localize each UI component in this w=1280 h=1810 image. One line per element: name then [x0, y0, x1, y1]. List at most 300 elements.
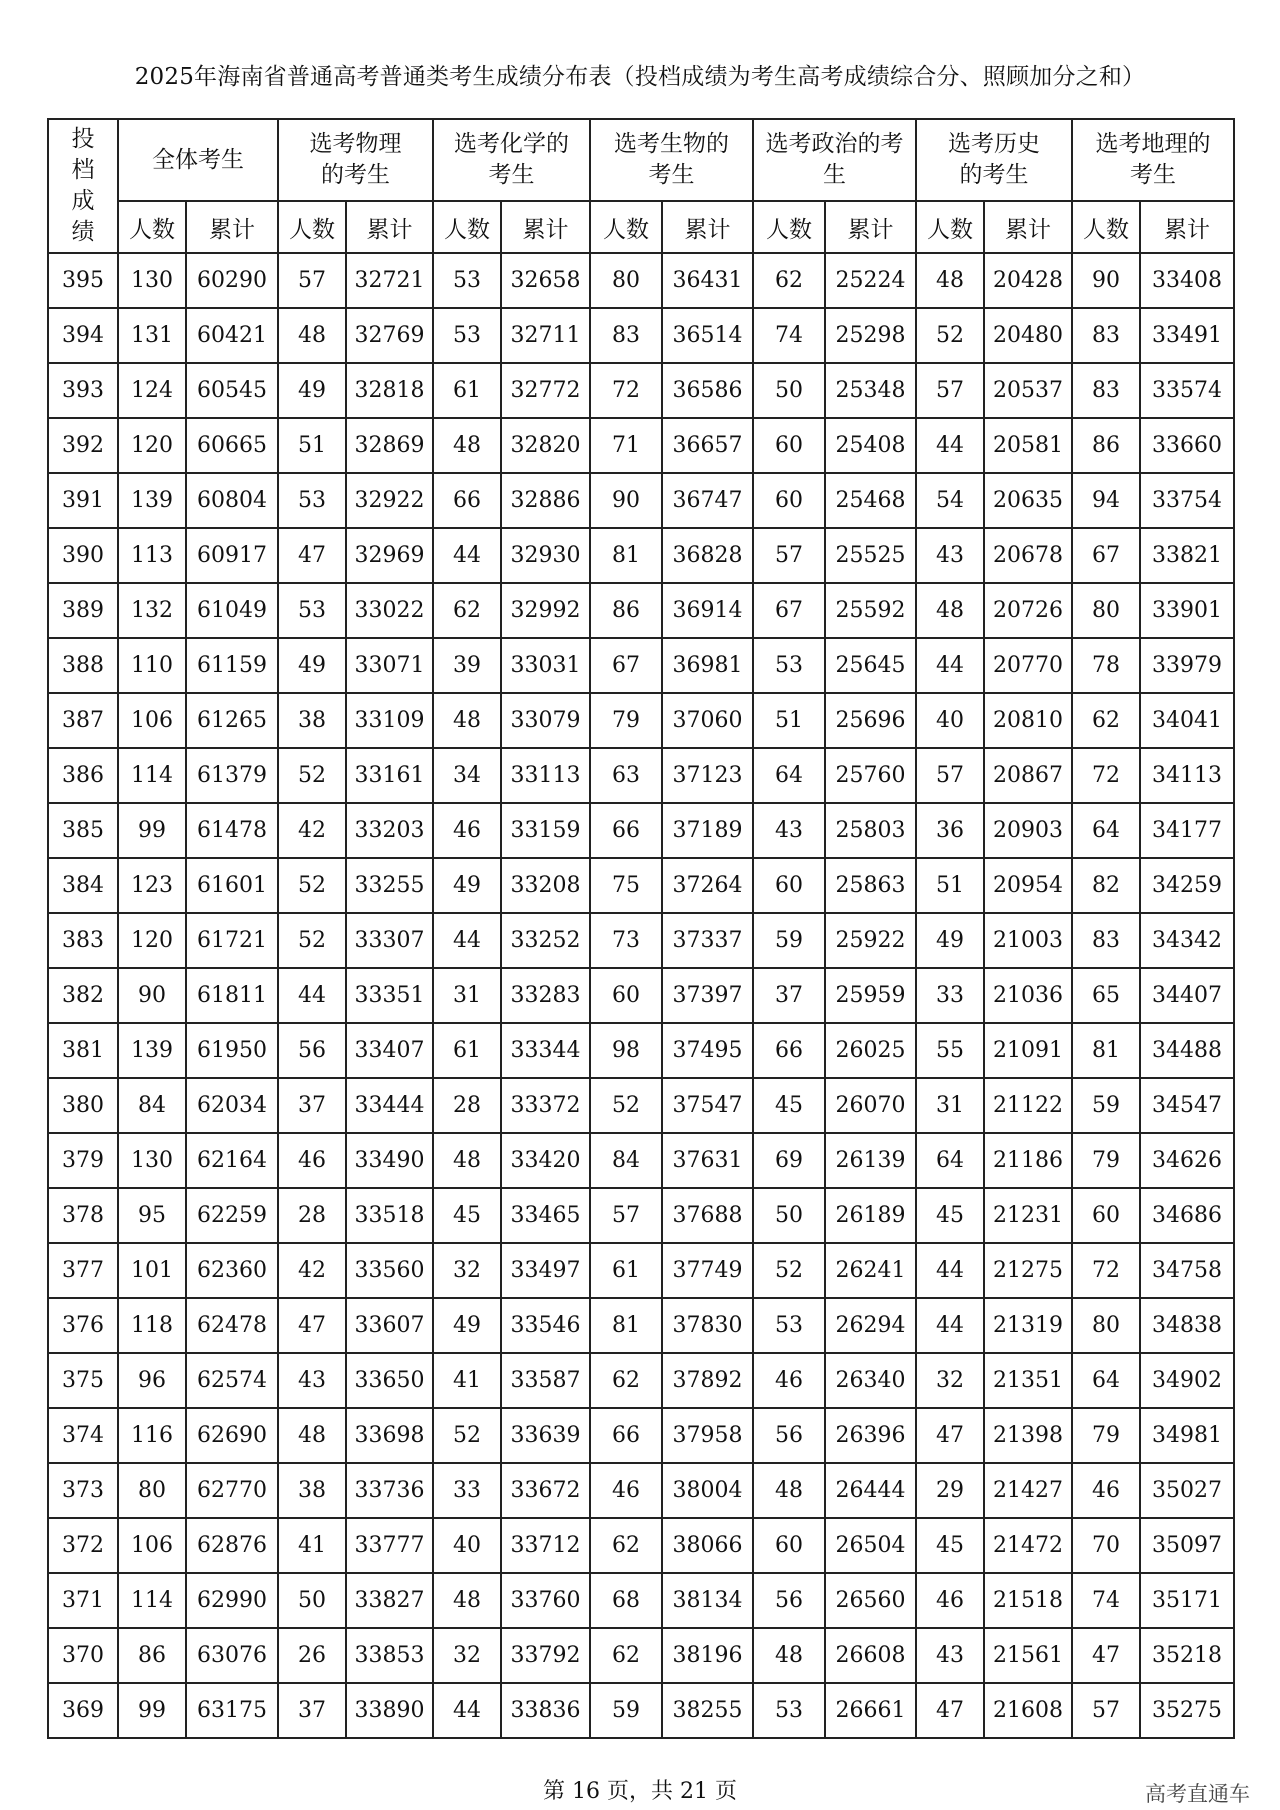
- count-cell: 75: [590, 858, 662, 913]
- count-cell: 53: [753, 1298, 825, 1353]
- table-row: [48, 1298, 1234, 1353]
- count-cell: 57: [916, 748, 984, 803]
- count-cell: 38: [278, 1463, 346, 1518]
- cumulative-cell: 36431: [662, 253, 753, 308]
- count-cell: 44: [916, 418, 984, 473]
- count-cell: 64: [1072, 1353, 1140, 1408]
- count-cell: 47: [916, 1408, 984, 1463]
- cumulative-cell: 33979: [1140, 638, 1234, 693]
- cumulative-cell: 34041: [1140, 693, 1234, 748]
- count-cell: 84: [118, 1078, 186, 1133]
- cumulative-cell: 25224: [825, 253, 916, 308]
- count-cell: 46: [916, 1573, 984, 1628]
- count-cell: 62: [590, 1518, 662, 1573]
- cumulative-cell: 33407: [346, 1023, 433, 1078]
- table-row: [48, 803, 1234, 858]
- count-cell: 44: [433, 913, 501, 968]
- count-cell: 46: [753, 1353, 825, 1408]
- table-row: [48, 1463, 1234, 1518]
- cumulative-cell: 35171: [1140, 1573, 1234, 1628]
- count-cell: 80: [1072, 583, 1140, 638]
- count-cell: 57: [916, 363, 984, 418]
- count-cell: 44: [916, 638, 984, 693]
- cumulative-cell: 20480: [984, 308, 1072, 363]
- cumulative-cell: 36747: [662, 473, 753, 528]
- count-cell: 59: [590, 1683, 662, 1738]
- count-cell: 44: [916, 1243, 984, 1298]
- cumulative-cell: 62360: [186, 1243, 278, 1298]
- score-cell: 371: [48, 1573, 118, 1628]
- table-row: [48, 968, 1234, 1023]
- count-cell: 106: [118, 693, 186, 748]
- count-cell: 38: [278, 693, 346, 748]
- table-row: [48, 638, 1234, 693]
- count-cell: 43: [278, 1353, 346, 1408]
- count-cell: 54: [916, 473, 984, 528]
- group-header-chemistry: 选考化学的考生: [433, 119, 590, 201]
- subheader-count: 人数: [916, 201, 984, 253]
- cumulative-cell: 32992: [501, 583, 590, 638]
- cumulative-cell: 35275: [1140, 1683, 1234, 1738]
- count-cell: 81: [590, 528, 662, 583]
- count-cell: 45: [433, 1188, 501, 1243]
- cumulative-cell: 25959: [825, 968, 916, 1023]
- count-cell: 50: [753, 363, 825, 418]
- cumulative-cell: 35097: [1140, 1518, 1234, 1573]
- cumulative-cell: 21003: [984, 913, 1072, 968]
- count-cell: 79: [590, 693, 662, 748]
- cumulative-cell: 33518: [346, 1188, 433, 1243]
- cumulative-cell: 20810: [984, 693, 1072, 748]
- cumulative-cell: 21122: [984, 1078, 1072, 1133]
- cumulative-cell: 20903: [984, 803, 1072, 858]
- count-cell: 72: [1072, 748, 1140, 803]
- count-cell: 114: [118, 748, 186, 803]
- count-cell: 67: [753, 583, 825, 638]
- watermark: 高考直通车: [1145, 1782, 1250, 1806]
- score-distribution-table: [47, 118, 1235, 1739]
- count-cell: 48: [433, 1573, 501, 1628]
- score-cell: 393: [48, 363, 118, 418]
- cumulative-cell: 33760: [501, 1573, 590, 1628]
- count-cell: 52: [590, 1078, 662, 1133]
- cumulative-cell: 25760: [825, 748, 916, 803]
- count-cell: 47: [1072, 1628, 1140, 1683]
- cumulative-cell: 36828: [662, 528, 753, 583]
- cumulative-cell: 21231: [984, 1188, 1072, 1243]
- cumulative-cell: 37495: [662, 1023, 753, 1078]
- cumulative-cell: 33444: [346, 1078, 433, 1133]
- count-cell: 31: [433, 968, 501, 1023]
- cumulative-cell: 21518: [984, 1573, 1072, 1628]
- score-cell: 382: [48, 968, 118, 1023]
- table-row: [48, 1243, 1234, 1298]
- count-cell: 52: [278, 858, 346, 913]
- count-cell: 73: [590, 913, 662, 968]
- subheader-count: 人数: [278, 201, 346, 253]
- cumulative-cell: 33754: [1140, 473, 1234, 528]
- count-cell: 57: [278, 253, 346, 308]
- table-row: [48, 748, 1234, 803]
- subheader-cumulative: 累计: [662, 201, 753, 253]
- cumulative-cell: 33490: [346, 1133, 433, 1188]
- cumulative-cell: 38196: [662, 1628, 753, 1683]
- table-row: [48, 473, 1234, 528]
- cumulative-cell: 25922: [825, 913, 916, 968]
- table-row: [48, 1023, 1234, 1078]
- count-cell: 71: [590, 418, 662, 473]
- count-cell: 66: [433, 473, 501, 528]
- count-cell: 49: [278, 638, 346, 693]
- subheader-cumulative: 累计: [186, 201, 278, 253]
- score-cell: 372: [48, 1518, 118, 1573]
- cumulative-cell: 33574: [1140, 363, 1234, 418]
- score-cell: 386: [48, 748, 118, 803]
- count-cell: 132: [118, 583, 186, 638]
- count-cell: 37: [753, 968, 825, 1023]
- cumulative-cell: 25592: [825, 583, 916, 638]
- score-cell: 387: [48, 693, 118, 748]
- count-cell: 37: [278, 1683, 346, 1738]
- cumulative-cell: 36586: [662, 363, 753, 418]
- count-cell: 69: [753, 1133, 825, 1188]
- cumulative-cell: 32969: [346, 528, 433, 583]
- count-cell: 114: [118, 1573, 186, 1628]
- score-cell: 369: [48, 1683, 118, 1738]
- count-cell: 62: [590, 1628, 662, 1683]
- cumulative-cell: 21608: [984, 1683, 1072, 1738]
- cumulative-cell: 34758: [1140, 1243, 1234, 1298]
- cumulative-cell: 36514: [662, 308, 753, 363]
- count-cell: 53: [433, 253, 501, 308]
- count-cell: 139: [118, 1023, 186, 1078]
- table-row: [48, 418, 1234, 473]
- cumulative-cell: 33022: [346, 583, 433, 638]
- count-cell: 49: [433, 1298, 501, 1353]
- cumulative-cell: 32930: [501, 528, 590, 583]
- cumulative-cell: 35218: [1140, 1628, 1234, 1683]
- cumulative-cell: 33491: [1140, 308, 1234, 363]
- cumulative-cell: 25803: [825, 803, 916, 858]
- count-cell: 45: [916, 1518, 984, 1573]
- table-row: [48, 1628, 1234, 1683]
- cumulative-cell: 34407: [1140, 968, 1234, 1023]
- score-cell: 375: [48, 1353, 118, 1408]
- count-cell: 51: [916, 858, 984, 913]
- cumulative-cell: 37397: [662, 968, 753, 1023]
- cumulative-cell: 26025: [825, 1023, 916, 1078]
- count-cell: 64: [1072, 803, 1140, 858]
- count-cell: 64: [916, 1133, 984, 1188]
- count-cell: 80: [1072, 1298, 1140, 1353]
- cumulative-cell: 37547: [662, 1078, 753, 1133]
- count-cell: 70: [1072, 1518, 1140, 1573]
- cumulative-cell: 33372: [501, 1078, 590, 1133]
- count-cell: 90: [1072, 253, 1140, 308]
- count-cell: 124: [118, 363, 186, 418]
- count-cell: 57: [590, 1188, 662, 1243]
- cumulative-cell: 60804: [186, 473, 278, 528]
- count-cell: 131: [118, 308, 186, 363]
- table-row: [48, 1188, 1234, 1243]
- cumulative-cell: 32818: [346, 363, 433, 418]
- score-cell: 381: [48, 1023, 118, 1078]
- table-row: [48, 363, 1234, 418]
- count-cell: 60: [1072, 1188, 1140, 1243]
- count-cell: 90: [118, 968, 186, 1023]
- cumulative-cell: 62990: [186, 1573, 278, 1628]
- cumulative-cell: 33890: [346, 1683, 433, 1738]
- count-cell: 86: [1072, 418, 1140, 473]
- cumulative-cell: 60290: [186, 253, 278, 308]
- cumulative-cell: 33283: [501, 968, 590, 1023]
- count-cell: 51: [278, 418, 346, 473]
- count-cell: 118: [118, 1298, 186, 1353]
- count-cell: 46: [433, 803, 501, 858]
- group-header-politics: 选考政治的考生: [753, 119, 916, 201]
- count-cell: 139: [118, 473, 186, 528]
- table-row: [48, 1408, 1234, 1463]
- cumulative-cell: 37631: [662, 1133, 753, 1188]
- score-cell: 380: [48, 1078, 118, 1133]
- score-cell: 391: [48, 473, 118, 528]
- cumulative-cell: 37060: [662, 693, 753, 748]
- cumulative-cell: 61478: [186, 803, 278, 858]
- group-header-history: 选考历史的考生: [916, 119, 1072, 201]
- cumulative-cell: 32721: [346, 253, 433, 308]
- cumulative-cell: 34838: [1140, 1298, 1234, 1353]
- table-row: [48, 528, 1234, 583]
- cumulative-cell: 62478: [186, 1298, 278, 1353]
- cumulative-cell: 26139: [825, 1133, 916, 1188]
- score-cell: 395: [48, 253, 118, 308]
- cumulative-cell: 26560: [825, 1573, 916, 1628]
- cumulative-cell: 62876: [186, 1518, 278, 1573]
- cumulative-cell: 33159: [501, 803, 590, 858]
- count-cell: 83: [1072, 913, 1140, 968]
- count-cell: 49: [916, 913, 984, 968]
- cumulative-cell: 63076: [186, 1628, 278, 1683]
- cumulative-cell: 33344: [501, 1023, 590, 1078]
- score-cell: 394: [48, 308, 118, 363]
- count-cell: 42: [278, 803, 346, 858]
- cumulative-cell: 60917: [186, 528, 278, 583]
- cumulative-cell: 61265: [186, 693, 278, 748]
- cumulative-cell: 33777: [346, 1518, 433, 1573]
- cumulative-cell: 33736: [346, 1463, 433, 1518]
- count-cell: 42: [278, 1243, 346, 1298]
- count-cell: 84: [590, 1133, 662, 1188]
- score-cell: 389: [48, 583, 118, 638]
- count-cell: 74: [1072, 1573, 1140, 1628]
- count-cell: 78: [1072, 638, 1140, 693]
- cumulative-cell: 61049: [186, 583, 278, 638]
- count-cell: 66: [753, 1023, 825, 1078]
- score-cell: 384: [48, 858, 118, 913]
- count-cell: 53: [278, 473, 346, 528]
- count-cell: 66: [590, 1408, 662, 1463]
- count-cell: 36: [916, 803, 984, 858]
- count-cell: 106: [118, 1518, 186, 1573]
- cumulative-cell: 25863: [825, 858, 916, 913]
- cumulative-cell: 34902: [1140, 1353, 1234, 1408]
- count-cell: 61: [590, 1243, 662, 1298]
- cumulative-cell: 21275: [984, 1243, 1072, 1298]
- cumulative-cell: 33821: [1140, 528, 1234, 583]
- count-cell: 60: [753, 418, 825, 473]
- count-cell: 94: [1072, 473, 1140, 528]
- count-cell: 44: [433, 1683, 501, 1738]
- count-cell: 123: [118, 858, 186, 913]
- count-cell: 57: [753, 528, 825, 583]
- cumulative-cell: 33307: [346, 913, 433, 968]
- count-cell: 44: [433, 528, 501, 583]
- cumulative-cell: 33255: [346, 858, 433, 913]
- count-cell: 61: [433, 363, 501, 418]
- cumulative-cell: 36981: [662, 638, 753, 693]
- count-cell: 44: [278, 968, 346, 1023]
- table-header-row-groups: [48, 119, 1234, 201]
- subheader-cumulative: 累计: [501, 201, 590, 253]
- count-cell: 47: [278, 528, 346, 583]
- count-cell: 44: [916, 1298, 984, 1353]
- count-cell: 52: [753, 1243, 825, 1298]
- subheader-count: 人数: [753, 201, 825, 253]
- cumulative-cell: 62574: [186, 1353, 278, 1408]
- cumulative-cell: 20635: [984, 473, 1072, 528]
- cumulative-cell: 26504: [825, 1518, 916, 1573]
- table-row: [48, 1133, 1234, 1188]
- cumulative-cell: 61159: [186, 638, 278, 693]
- cumulative-cell: 33420: [501, 1133, 590, 1188]
- count-cell: 130: [118, 253, 186, 308]
- subheader-cumulative: 累计: [825, 201, 916, 253]
- cumulative-cell: 32869: [346, 418, 433, 473]
- count-cell: 48: [433, 418, 501, 473]
- cumulative-cell: 60545: [186, 363, 278, 418]
- count-cell: 52: [916, 308, 984, 363]
- cumulative-cell: 34259: [1140, 858, 1234, 913]
- count-cell: 60: [753, 858, 825, 913]
- count-cell: 79: [1072, 1133, 1140, 1188]
- count-cell: 81: [1072, 1023, 1140, 1078]
- count-cell: 98: [590, 1023, 662, 1078]
- count-cell: 55: [916, 1023, 984, 1078]
- cumulative-cell: 34488: [1140, 1023, 1234, 1078]
- count-cell: 56: [278, 1023, 346, 1078]
- cumulative-cell: 32658: [501, 253, 590, 308]
- count-cell: 56: [753, 1573, 825, 1628]
- table-row: [48, 253, 1234, 308]
- cumulative-cell: 26189: [825, 1188, 916, 1243]
- cumulative-cell: 21036: [984, 968, 1072, 1023]
- cumulative-cell: 25525: [825, 528, 916, 583]
- cumulative-cell: 63175: [186, 1683, 278, 1738]
- subheader-cumulative: 累计: [1140, 201, 1234, 253]
- cumulative-cell: 38134: [662, 1573, 753, 1628]
- count-cell: 48: [916, 253, 984, 308]
- cumulative-cell: 20581: [984, 418, 1072, 473]
- cumulative-cell: 25298: [825, 308, 916, 363]
- cumulative-cell: 33587: [501, 1353, 590, 1408]
- count-cell: 113: [118, 528, 186, 583]
- count-cell: 47: [916, 1683, 984, 1738]
- count-cell: 48: [433, 1133, 501, 1188]
- count-cell: 110: [118, 638, 186, 693]
- cumulative-cell: 21186: [984, 1133, 1072, 1188]
- table-row: [48, 1683, 1234, 1738]
- cumulative-cell: 21398: [984, 1408, 1072, 1463]
- count-cell: 62: [1072, 693, 1140, 748]
- score-cell: 390: [48, 528, 118, 583]
- count-cell: 60: [753, 473, 825, 528]
- count-cell: 82: [1072, 858, 1140, 913]
- cumulative-cell: 26070: [825, 1078, 916, 1133]
- count-cell: 83: [1072, 363, 1140, 418]
- table-row: [48, 1573, 1234, 1628]
- count-cell: 60: [753, 1518, 825, 1573]
- cumulative-cell: 61601: [186, 858, 278, 913]
- score-column-header: 投档成绩: [48, 119, 118, 253]
- count-cell: 53: [753, 1683, 825, 1738]
- count-cell: 120: [118, 913, 186, 968]
- count-cell: 40: [433, 1518, 501, 1573]
- cumulative-cell: 33660: [1140, 418, 1234, 473]
- count-cell: 86: [118, 1628, 186, 1683]
- count-cell: 48: [916, 583, 984, 638]
- count-cell: 43: [916, 1628, 984, 1683]
- cumulative-cell: 34547: [1140, 1078, 1234, 1133]
- count-cell: 26: [278, 1628, 346, 1683]
- cumulative-cell: 33560: [346, 1243, 433, 1298]
- count-cell: 33: [433, 1463, 501, 1518]
- count-cell: 53: [278, 583, 346, 638]
- page-number: 第 16 页，共 21 页: [543, 1779, 737, 1804]
- count-cell: 43: [753, 803, 825, 858]
- cumulative-cell: 26608: [825, 1628, 916, 1683]
- cumulative-cell: 35027: [1140, 1463, 1234, 1518]
- cumulative-cell: 33650: [346, 1353, 433, 1408]
- count-cell: 45: [916, 1188, 984, 1243]
- score-cell: 379: [48, 1133, 118, 1188]
- score-cell: 385: [48, 803, 118, 858]
- table-row: [48, 1353, 1234, 1408]
- subheader-count: 人数: [590, 201, 662, 253]
- cumulative-cell: 37123: [662, 748, 753, 803]
- table-row: [48, 1518, 1234, 1573]
- cumulative-cell: 33071: [346, 638, 433, 693]
- count-cell: 51: [753, 693, 825, 748]
- score-cell: 392: [48, 418, 118, 473]
- cumulative-cell: 21561: [984, 1628, 1072, 1683]
- cumulative-cell: 61721: [186, 913, 278, 968]
- cumulative-cell: 33901: [1140, 583, 1234, 638]
- count-cell: 45: [753, 1078, 825, 1133]
- cumulative-cell: 20867: [984, 748, 1072, 803]
- cumulative-cell: 34113: [1140, 748, 1234, 803]
- cumulative-cell: 20770: [984, 638, 1072, 693]
- cumulative-cell: 33712: [501, 1518, 590, 1573]
- count-cell: 46: [1072, 1463, 1140, 1518]
- count-cell: 33: [916, 968, 984, 1023]
- count-cell: 64: [753, 748, 825, 803]
- count-cell: 43: [916, 528, 984, 583]
- count-cell: 67: [590, 638, 662, 693]
- score-cell: 373: [48, 1463, 118, 1518]
- count-cell: 61: [433, 1023, 501, 1078]
- count-cell: 57: [1072, 1683, 1140, 1738]
- cumulative-cell: 34342: [1140, 913, 1234, 968]
